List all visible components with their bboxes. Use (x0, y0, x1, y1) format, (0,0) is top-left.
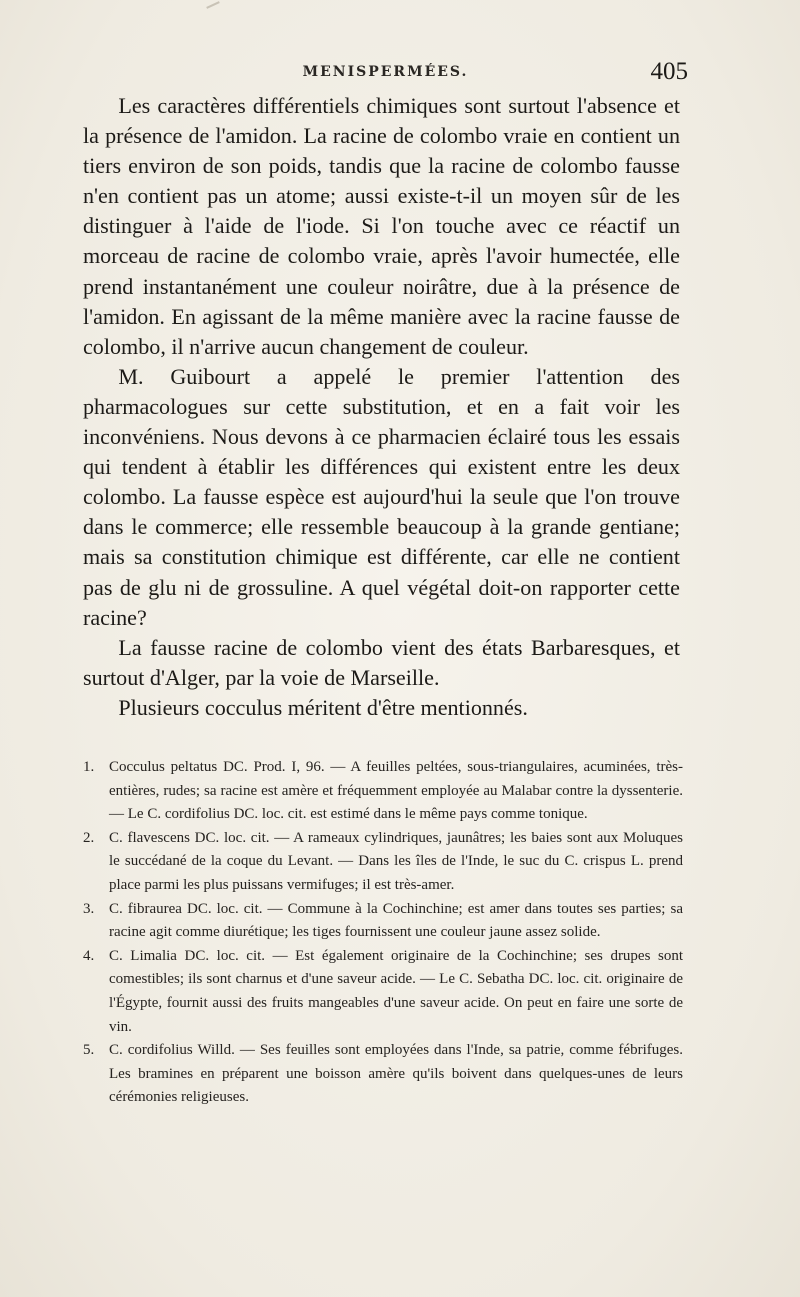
page-mark (206, 1, 220, 9)
paragraph: M. Guibourt a appelé le premier l'attention des pharmacologues sur cette substitution, et en a fait voir les inconvéniens. Nous devons à ce pharmacien éclairé tous les essais qui tendent à établir les différences qui existent entre les deux colombo. La fausse espèce est aujourd'hui la seule que l'on trouve dans le commerce; elle ressemble beaucoup à la grande gentiane; mais sa constitution chimique est différente, car elle ne contient pas de glu ni de grossuline. A quel végétal doit-on rapporter cette racine? (83, 363, 680, 630)
footnote-number: 4. (83, 947, 95, 964)
paragraph: La fausse racine de colombo vient des états Barbaresques, et surtout d'Alger, par la voie de Marseille. (83, 634, 680, 690)
footnote-text: C. cordifolius Willd. — Ses feuilles sont employées dans l'Inde, sa patrie, comme fébrifuges. Les bramines en préparent une boisson amère qu'ils boivent dans quelques-unes de leurs cérémonies religieuses. (109, 1042, 683, 1106)
running-title: MENISPERMÉES. (302, 64, 469, 80)
footnote-number: 3. (83, 900, 95, 917)
main-text (83, 91, 680, 723)
footnote-text: Cocculus peltatus DC. Prod. I, 96. — A feuilles peltées, sous-triangulaires, acuminées, très-entières, rudes; sa racine est amère et fréquemment employée au Malabar contre la dyssenterie. — Le C. cordifolius DC. loc. cit. est estimé dans le même pays comme tonique. (109, 759, 683, 823)
footnote (83, 827, 683, 898)
footnote (83, 1039, 683, 1110)
footnote (83, 898, 683, 945)
footnote-number: 5. (83, 1042, 95, 1059)
footnote (83, 945, 683, 1039)
paragraph: Les caractères différentiels chimiques sont surtout l'absence et la présence de l'amidon. La racine de colombo vraie en contient un tiers environ de son poids, tandis que la racine de colombo fausse n'en contient pas un atome; aussi existe-t-il un moyen sûr de les distinguer à l'aide de l'iode. Si l'on touche avec ce réactif un morceau de racine de colombo vraie, après l'avoir humectée, elle prend instantanément une couleur noirâtre, due à la présence de l'amidon. En agissant de la même manière avec la racine fausse de colombo, il n'arrive aucun changement de couleur. (83, 93, 680, 359)
footnote-text: C. flavescens DC. loc. cit. — A rameaux cylindriques, jaunâtres; les baies sont aux Moluques le succédané de la coque du Levant. — Dans les îles de l'Inde, le suc du C. crispus L. prend place parmi les plus puissans vermifuges; il est très-amer. (109, 829, 683, 893)
page-number: 405 (650, 58, 688, 85)
paragraph: Plusieurs cocculus méritent d'être mentionnés. (118, 694, 528, 720)
footnote-number: 1. (83, 759, 95, 775)
footnotes (83, 756, 683, 1110)
footnote-number: 2. (83, 829, 95, 846)
footnote-text: C. fibraurea DC. loc. cit. — Commune à la Cochinchine; est amer dans toutes ses parties; sa racine agit comme diurétique; les tiges fournissent une couleur jaune assez solide. (109, 900, 683, 941)
footnote (83, 756, 683, 827)
footnote-text: C. Limalia DC. loc. cit. — Est également originaire de la Cochinchine; ses drupes sont comestibles; ils sont charnus et d'une saveur acide. — Le C. Sebatha DC. loc. cit. originaire de l'Égypte, fournit aussi des fruits mangeables d'une saveur acide. On peut en faire une sorte de vin. (109, 947, 683, 1035)
